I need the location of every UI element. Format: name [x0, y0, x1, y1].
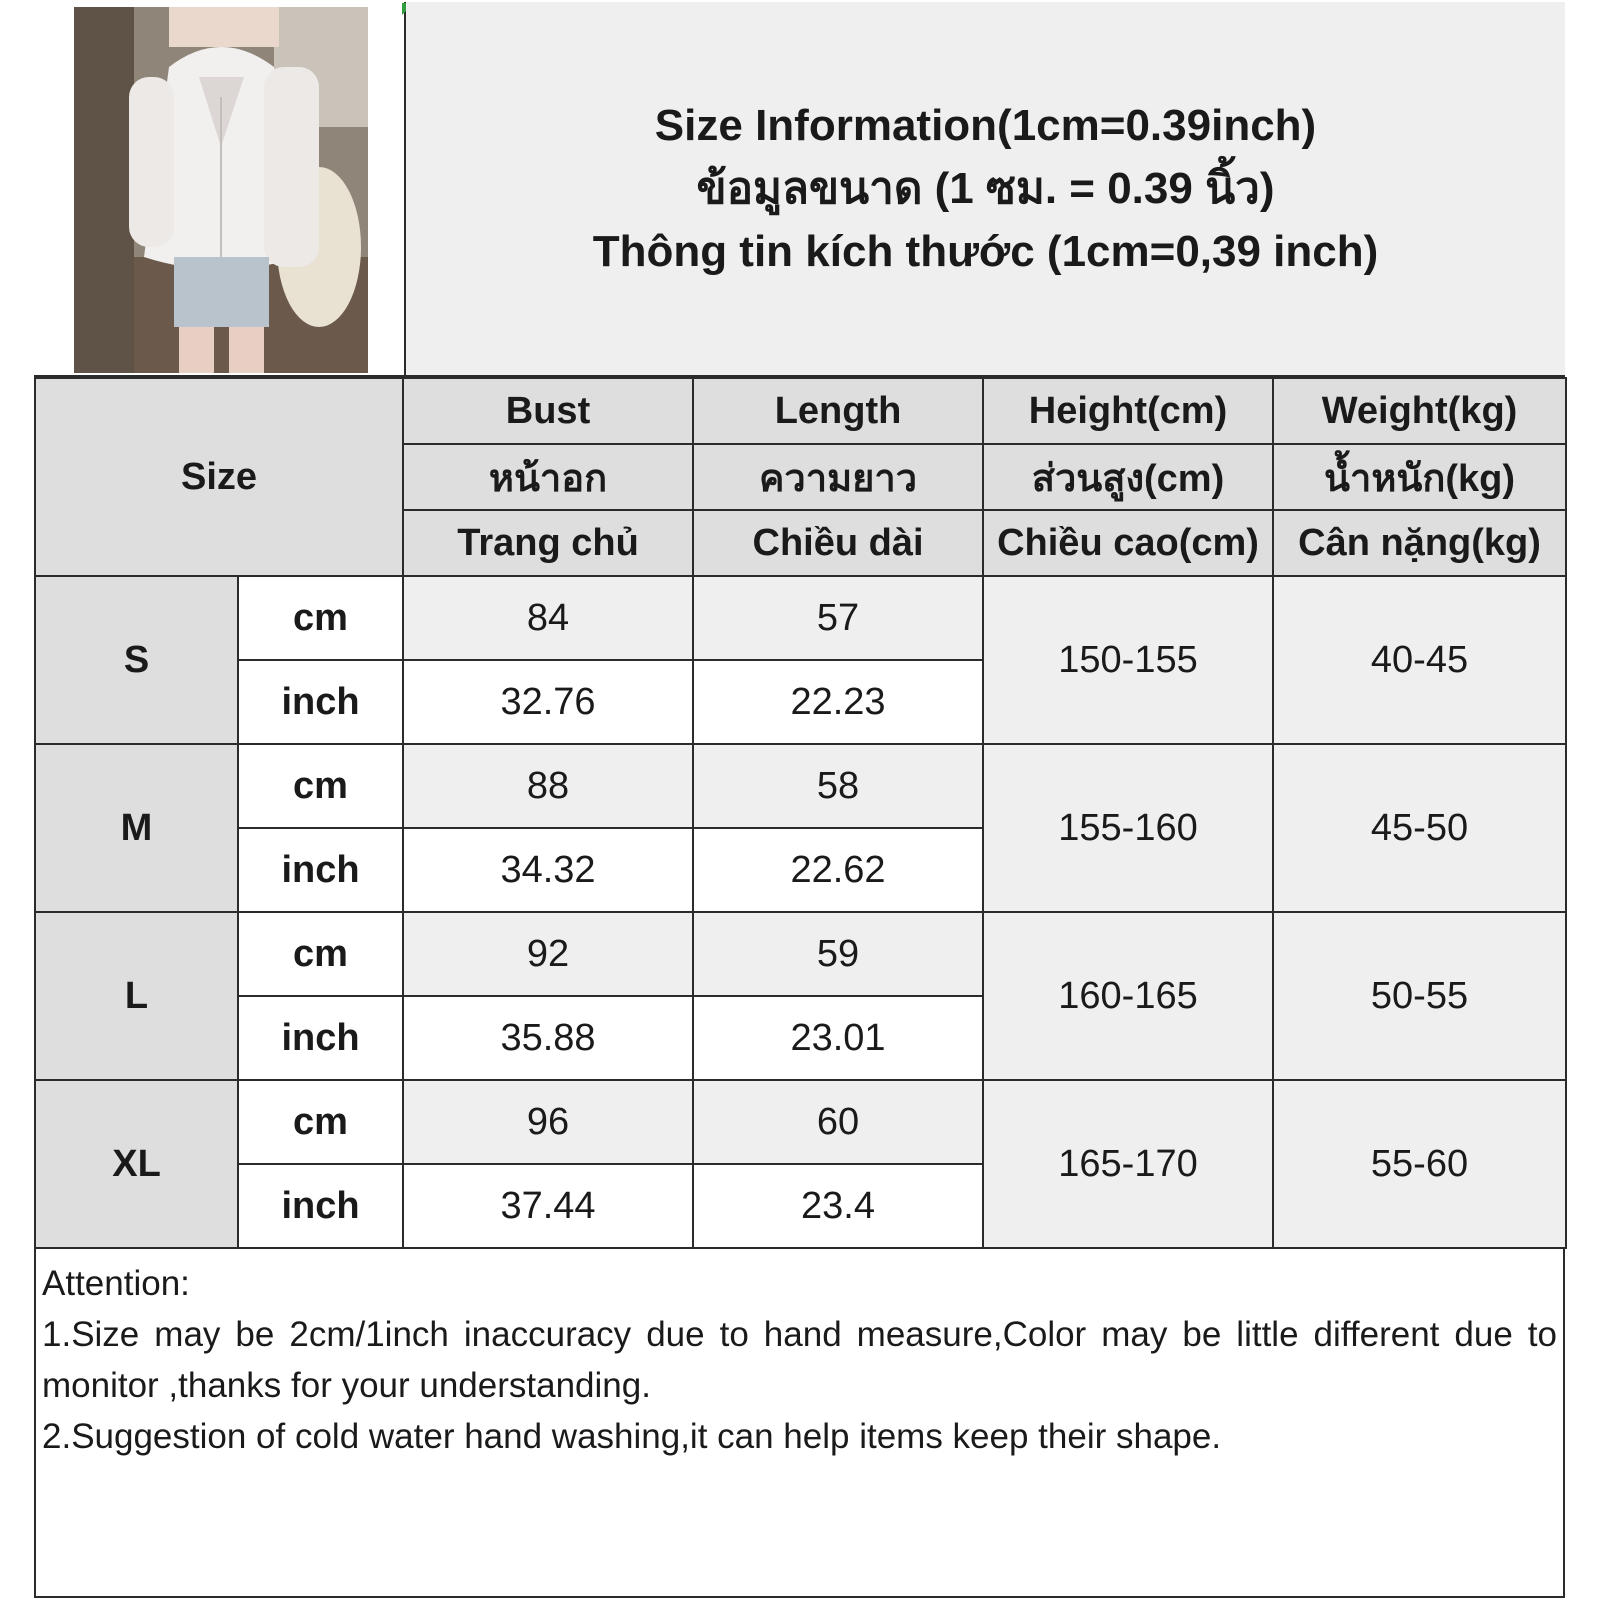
header-height-th: ส่วนสูง(cm): [983, 444, 1273, 510]
notes-heading: Attention:: [42, 1264, 190, 1303]
bust-inch: 34.32: [403, 828, 693, 912]
size-column-header: Size: [35, 378, 403, 576]
length-cm: 57: [693, 576, 983, 660]
length-cm: 59: [693, 912, 983, 996]
header-length-th: ความยาว: [693, 444, 983, 510]
size-label: S: [35, 576, 238, 744]
header-height-vi: Chiều cao(cm): [983, 510, 1273, 576]
length-cm: 60: [693, 1080, 983, 1164]
length-inch: 22.23: [693, 660, 983, 744]
unit-inch: inch: [238, 828, 403, 912]
unit-cm: cm: [238, 1080, 403, 1164]
product-photo-cell: [34, 2, 406, 377]
header-bust-vi: Trang chủ: [403, 510, 693, 576]
header-length-vi: Chiều dài: [693, 510, 983, 576]
header-height-en: Height(cm): [983, 378, 1273, 444]
bust-cm: 84: [403, 576, 693, 660]
bust-cm: 96: [403, 1080, 693, 1164]
bust-inch: 37.44: [403, 1164, 693, 1248]
note-measurement: 1.Size may be 2cm/1inch inaccuracy due to hand measure,Color may be little different due to monitor ,thanks for your understanding.: [42, 1315, 1557, 1405]
header-bust-en: Bust: [403, 378, 693, 444]
title-thai: ข้อมูลขนาด (1 ซม. = 0.39 นิ้ว): [696, 164, 1275, 213]
weight-range: 45-50: [1273, 744, 1566, 912]
weight-range: 55-60: [1273, 1080, 1566, 1248]
header-row-en: [35, 378, 1566, 444]
bust-cm: 92: [403, 912, 693, 996]
header-weight-vi: Cân nặng(kg): [1273, 510, 1566, 576]
height-range: 155-160: [983, 744, 1273, 912]
header-weight-th: น้ำหนัก(kg): [1273, 444, 1566, 510]
size-label: L: [35, 912, 238, 1080]
product-photo: [74, 7, 368, 373]
unit-cm: cm: [238, 912, 403, 996]
length-inch: 23.4: [693, 1164, 983, 1248]
bust-inch: 32.76: [403, 660, 693, 744]
size-label: M: [35, 744, 238, 912]
bust-inch: 35.88: [403, 996, 693, 1080]
header-bust-th: หน้าอก: [403, 444, 693, 510]
bust-cm: 88: [403, 744, 693, 828]
height-range: 150-155: [983, 576, 1273, 744]
note-washing: 2.Suggestion of cold water hand washing,it can help items keep their shape.: [42, 1417, 1222, 1456]
length-inch: 23.01: [693, 996, 983, 1080]
unit-cm: cm: [238, 576, 403, 660]
unit-inch: inch: [238, 996, 403, 1080]
length-inch: 22.62: [693, 828, 983, 912]
table-row: [35, 744, 1566, 828]
size-info-header: [406, 2, 1565, 377]
model-in-hoodie-image: [74, 7, 368, 373]
height-range: 160-165: [983, 912, 1273, 1080]
weight-range: 40-45: [1273, 576, 1566, 744]
title-vietnamese: Thông tin kích thước (1cm=0,39 inch): [592, 227, 1379, 276]
table-row: [35, 912, 1566, 996]
header-length-en: Length: [693, 378, 983, 444]
height-range: 165-170: [983, 1080, 1273, 1248]
unit-inch: inch: [238, 660, 403, 744]
table-row: [35, 1080, 1566, 1164]
weight-range: 50-55: [1273, 912, 1566, 1080]
length-cm: 58: [693, 744, 983, 828]
size-label: XL: [35, 1080, 238, 1248]
title-english: Size Information(1cm=0.39inch): [654, 101, 1317, 150]
table-row: [35, 576, 1566, 660]
unit-cm: cm: [238, 744, 403, 828]
size-table: [34, 377, 1567, 1249]
attention-notes: [42, 1258, 1557, 1462]
header-weight-en: Weight(kg): [1273, 378, 1566, 444]
unit-inch: inch: [238, 1164, 403, 1248]
